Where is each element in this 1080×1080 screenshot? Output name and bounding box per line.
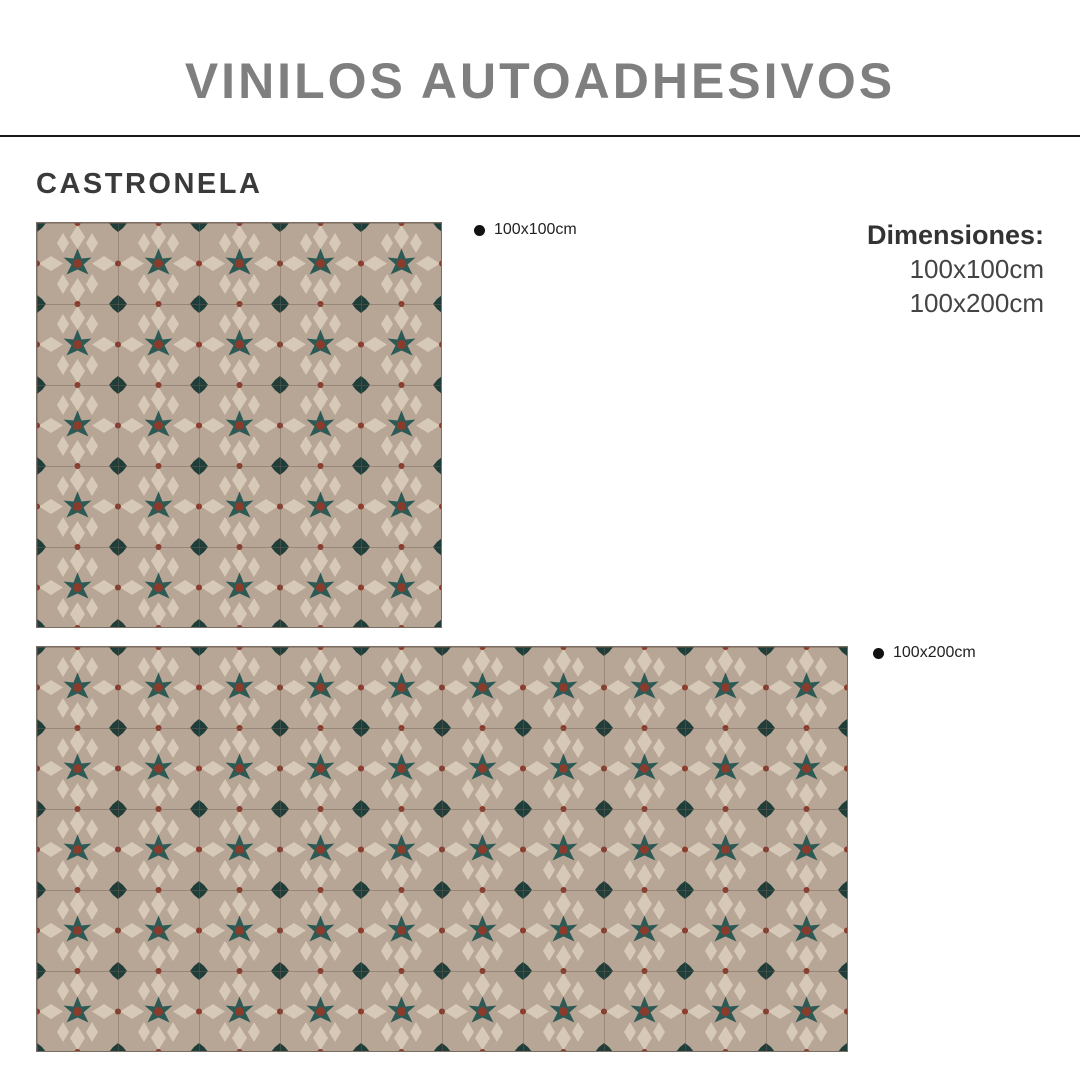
castronela-pattern-square [37,223,441,627]
dimensions-panel [867,218,1044,320]
swatch-100x200-image [36,646,848,1052]
product-name: CASTRONELA [36,168,263,200]
dimension-option-2: 100x200cm [909,288,1044,318]
dimensions-label: Dimensiones: [866,220,1044,250]
page-title: VINILOS AUTOADHESIVOS [184,53,896,109]
header-divider [0,135,1080,137]
swatch-100x100-label: 100x100cm [494,221,577,238]
swatch-100x100-image [36,222,442,628]
bullet-icon [474,225,485,236]
swatch-100x200-tag [873,644,976,662]
castronela-pattern-wide [37,647,847,1051]
dimension-option-1: 100x100cm [909,254,1044,284]
swatch-100x100-tag [474,221,577,239]
bullet-icon [873,648,884,659]
swatch-100x200-label: 100x200cm [893,644,976,661]
